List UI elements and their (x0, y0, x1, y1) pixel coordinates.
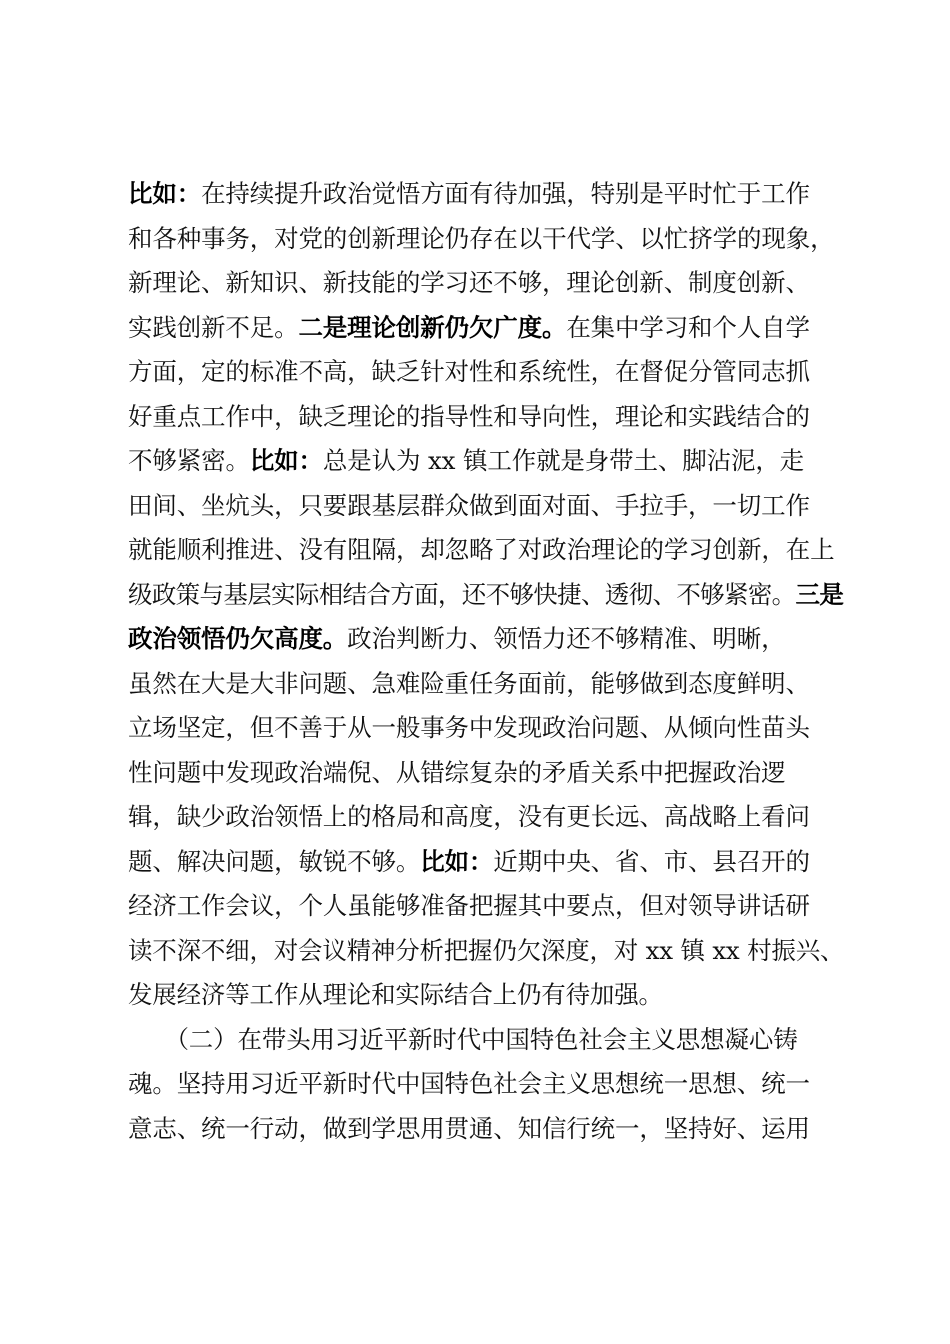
text-line (128, 617, 848, 662)
body-text: 读不深不细，对会议精神分析把握仍欠深度，对 xx 镇 xx 村振兴、 (128, 935, 845, 965)
body-text: 立场坚定，但不善于从一般事务中发现政治问题、从倾向性苗头 (128, 713, 810, 742)
text-line (128, 350, 848, 395)
text-line (128, 795, 848, 840)
body-text: 级政策与基层实际相结合方面，还不够快捷、透彻、不够紧密。 (128, 579, 796, 609)
text-line (128, 261, 848, 306)
body-text: （二）在带头用习近平新时代中国特色社会主义思想凝心铸 (128, 1024, 798, 1054)
text-line (128, 1018, 848, 1063)
body-text: 意志、统一行动，做到学思用贯通、知信行统一，坚持好、运用 (128, 1113, 810, 1143)
body-text: 在集中学习和个人自学 (566, 312, 810, 342)
body-text: 虽然在大是大非问题、急难险重任务面前，能够做到态度鲜明、 (128, 668, 810, 698)
text-line (128, 484, 848, 529)
body-text: 总是认为 xx 镇工作就是身带土、脚沾泥，走 (322, 446, 805, 475)
text-line (128, 306, 848, 351)
bold-heading-text: 比如： (249, 446, 323, 475)
body-text: 实践创新不足。 (128, 312, 299, 342)
text-line (128, 840, 848, 885)
body-text: 题、解决问题，敏锐不够。 (128, 846, 421, 876)
body-text: 在持续提升政治觉悟方面有待加强，特别是平时忙于工作 (201, 179, 810, 208)
text-line (128, 172, 848, 217)
body-text: 田间、坐炕头，只要跟基层群众做到面对面、手拉手，一切工作 (128, 490, 810, 520)
body-text: 魂。坚持用习近平新时代中国特色社会主义思想统一思想、统一 (128, 1069, 810, 1098)
text-line (128, 1107, 848, 1152)
bold-heading-text: 比如： (128, 179, 202, 208)
text-line (128, 395, 848, 440)
text-line (128, 662, 848, 707)
body-text: 辑，缺少政治领悟上的格局和高度，没有更长远、高战略上看问 (128, 802, 810, 831)
body-text: 不够紧密。 (128, 446, 250, 475)
body-text: 就能顺利推进、没有阻隔，却忽略了对政治理论的学习创新，在上 (128, 535, 835, 564)
body-text: 经济工作会议，个人虽能够准备把握其中要点，但对领导讲话研 (128, 891, 810, 920)
text-line (128, 1062, 848, 1107)
text-line (128, 439, 848, 484)
text-line (128, 706, 848, 751)
text-line (128, 573, 848, 618)
body-text: 好重点工作中，缺乏理论的指导性和导向性，理论和实践结合的 (128, 401, 810, 431)
body-text: 性问题中发现政治端倪、从错综复杂的矛盾关系中把握政治逻 (128, 757, 786, 787)
bold-heading-text: 三是 (795, 579, 844, 609)
body-text: 和各种事务，对党的创新理论仍存在以干代学、以忙挤学的现象， (128, 223, 835, 253)
text-line (128, 884, 848, 929)
text-line (128, 929, 848, 974)
text-line (128, 528, 848, 573)
bold-heading-text: 比如： (420, 846, 494, 876)
text-line (128, 751, 848, 796)
document-body (128, 172, 848, 1151)
body-text: 新理论、新知识、新技能的学习还不够，理论创新、制度创新、 (128, 268, 810, 297)
body-text: 近期中央、省、市、县召开的 (493, 846, 810, 876)
bold-heading-text: 二是理论创新仍欠广度。 (298, 312, 567, 342)
text-line (128, 973, 848, 1018)
body-text: 方面，定的标准不高，缺乏针对性和系统性，在督促分管同志抓 (128, 357, 810, 386)
text-line (128, 217, 848, 262)
body-text: 政治判断力、领悟力还不够精准、明晰， (347, 624, 786, 653)
bold-heading-text: 政治领悟仍欠高度。 (128, 624, 348, 653)
body-text: 发展经济等工作从理论和实际结合上仍有待加强。 (128, 980, 663, 1009)
